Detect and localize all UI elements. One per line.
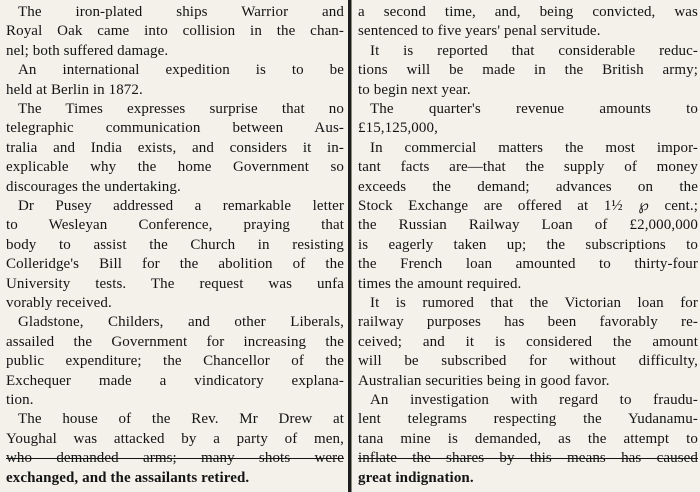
text-line: tion. — [6, 392, 34, 408]
text-line: great indignation. — [358, 470, 474, 486]
text-line: Youghal was attacked by a party of men, — [6, 431, 344, 447]
text-line: assailed the Government for increasing the — [6, 334, 344, 350]
left-column — [0, 0, 348, 492]
text-line: £15,125,000, — [358, 120, 438, 136]
text-line: ceived; and it is considered the amount — [358, 334, 698, 350]
text-line: sentenced to five years' penal servitude. — [358, 23, 601, 39]
text-line: The iron-plated ships Warrior and — [18, 4, 344, 20]
text-line: lent telegrams respecting the Yudanamu- — [358, 411, 698, 427]
text-line: explicable why the home Government so — [6, 159, 344, 175]
text-line: to Wesleyan Conference, praying that — [6, 217, 344, 233]
text-line: Gladstone, Childers, and other Liberals, — [18, 314, 344, 330]
text-line: to begin next year. — [358, 82, 471, 98]
text-line: held at Berlin in 1872. — [6, 82, 143, 98]
text-line: times the amount required. — [358, 276, 522, 292]
text-line: An international expedition is to be — [18, 62, 344, 78]
text-line: In commercial matters the most impor- — [370, 140, 698, 156]
text-line: University tests. The request was unfa — [6, 276, 344, 292]
text-line: tana mine is demanded, as the attempt to — [358, 431, 698, 447]
text-line: An investigation with regard to fraudu- — [370, 392, 698, 408]
text-line: exchanged, and the assailants retired. — [6, 470, 250, 486]
text-line: Colleridge's Bill for the abolition of the — [6, 256, 344, 272]
text-line: Royal Oak came into collision in the chan- — [6, 23, 344, 39]
text-line: tions will be made in the British army; — [358, 62, 698, 78]
text-line: vorably received. — [6, 295, 112, 311]
text-line: exceeds the demand; advances on the — [358, 179, 698, 195]
text-line: The quarter's revenue amounts to — [370, 101, 698, 117]
text-line: body to assist the Church in resisting — [6, 237, 344, 253]
text-line: nel; both suffered damage. — [6, 43, 169, 59]
text-line: The Times expresses surprise that no — [18, 101, 344, 117]
text-line: telegraphic communication between Aus- — [6, 120, 344, 136]
text-line: railway purposes has been favorably re- — [358, 314, 698, 330]
text-line: Australian securities being in good favor. — [358, 373, 610, 389]
text-line: inflate the shares by this means has caused — [358, 450, 698, 466]
text-line: Exchequer made a vindicatory explana- — [6, 373, 344, 389]
text-line: The house of the Rev. Mr Drew at — [18, 411, 344, 427]
text-line: Dr Pusey addressed a remarkable letter — [18, 198, 344, 214]
right-column — [354, 0, 700, 492]
column-rule-edge — [351, 0, 352, 492]
text-line: tralia and India exists, and considers it in- — [6, 140, 344, 156]
text-line: will be subscribed for without difficulty, — [358, 353, 698, 369]
text-line: a second time, and, being convicted, was — [358, 4, 698, 20]
text-line: the Russian Railway Loan of £2,000,000 — [358, 217, 698, 233]
text-line: discourages the undertaking. — [6, 179, 181, 195]
text-line: the French loan amounted to thirty-four — [358, 256, 698, 272]
text-line: is eagerly taken up; the subscriptions to — [358, 237, 698, 253]
text-line: tant facts are—that the supply of money — [358, 159, 698, 175]
text-line: public expenditure; the Chancellor of the — [6, 353, 344, 369]
text-line: It is reported that considerable reduc- — [370, 43, 698, 59]
text-line: Stock Exchange are offered at 1½ ℘ cent.; — [358, 198, 698, 214]
text-line: who demanded arms; many shots were — [6, 450, 344, 466]
text-line: It is rumored that the Victorian loan for — [370, 295, 698, 311]
